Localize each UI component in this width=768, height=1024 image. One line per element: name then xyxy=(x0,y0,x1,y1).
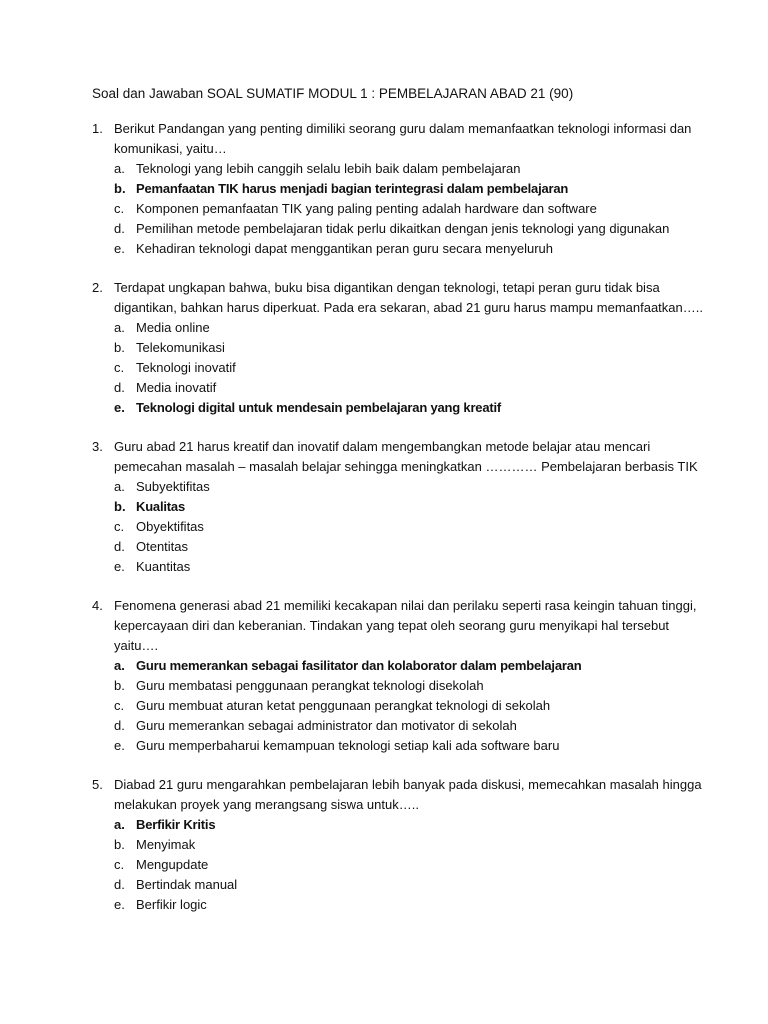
option-list xyxy=(114,477,728,577)
question-text: Diabad 21 guru mengarahkan pembelajaran lebih banyak pada diskusi, memecahkan masalah hingga melakukan proyek yang merangsang siswa untuk….. xyxy=(114,777,702,812)
option-2-d xyxy=(114,378,728,398)
option-letter: b. xyxy=(114,181,126,196)
option-1-e xyxy=(114,239,728,259)
option-3-e xyxy=(114,557,728,577)
document-title: Soal dan Jawaban SOAL SUMATIF MODUL 1 : PEMBELAJARAN ABAD 21 (90) xyxy=(92,86,574,101)
option-text: Mengupdate xyxy=(136,857,209,872)
option-text: Media online xyxy=(136,320,210,335)
option-text: Pemanfaatan TIK harus menjadi bagian terintegrasi dalam pembelajaran xyxy=(136,181,569,196)
question-text: Fenomena generasi abad 21 memiliki kecakapan nilai dan perilaku seperti rasa keingin tahuan tinggi, kepercayaan diri dan keberanian. Tindakan yang tepat oleh seorang guru menyikapi hal tersebut yaitu…. xyxy=(114,598,697,653)
option-letter: a. xyxy=(114,479,125,494)
option-letter: c. xyxy=(114,201,125,216)
option-2-b xyxy=(114,338,728,358)
option-letter: a. xyxy=(114,320,125,335)
option-text: Pemilihan metode pembelajaran tidak perlu dikaitkan dengan jenis teknologi yang digunakan xyxy=(136,221,670,236)
option-text: Guru memerankan sebagai administrator dan motivator di sekolah xyxy=(136,718,517,733)
option-text: Kehadiran teknologi dapat menggantikan peran guru secara menyeluruh xyxy=(136,241,554,256)
option-letter: d. xyxy=(114,539,125,554)
option-text: Subyektifitas xyxy=(136,479,210,494)
option-list xyxy=(114,159,728,259)
option-text: Teknologi inovatif xyxy=(136,360,236,375)
option-letter: d. xyxy=(114,221,125,236)
option-3-a xyxy=(114,477,728,497)
option-text: Berfikir Kritis xyxy=(136,817,216,832)
option-letter: e. xyxy=(114,400,125,415)
option-1-d xyxy=(114,219,728,239)
option-text: Kualitas xyxy=(136,499,185,514)
option-letter: e. xyxy=(114,738,125,753)
option-text: Bertindak manual xyxy=(136,877,238,892)
question-2 xyxy=(92,278,728,418)
option-5-e xyxy=(114,895,728,915)
question-number: 1. xyxy=(92,121,103,136)
option-list xyxy=(114,656,728,756)
option-letter: d. xyxy=(114,718,125,733)
option-letter: e. xyxy=(114,897,125,912)
option-letter: d. xyxy=(114,380,125,395)
option-text: Menyimak xyxy=(136,837,196,852)
option-5-d xyxy=(114,875,728,895)
option-letter: e. xyxy=(114,241,125,256)
option-4-e xyxy=(114,736,728,756)
option-letter: d. xyxy=(114,877,125,892)
option-letter: b. xyxy=(114,340,125,355)
option-text: Kuantitas xyxy=(136,559,191,574)
question-3 xyxy=(92,437,728,577)
option-text: Otentitas xyxy=(136,539,189,554)
option-3-b-answer xyxy=(114,497,728,517)
option-5-b xyxy=(114,835,728,855)
option-1-b-answer xyxy=(114,179,728,199)
option-4-d xyxy=(114,716,728,736)
option-text: Teknologi yang lebih canggih selalu lebih baik dalam pembelajaran xyxy=(136,161,521,176)
option-letter: b. xyxy=(114,499,126,514)
option-text: Guru memerankan sebagai fasilitator dan kolaborator dalam pembelajaran xyxy=(136,658,582,673)
question-5 xyxy=(92,775,728,915)
option-text: Guru membuat aturan ketat penggunaan perangkat teknologi di sekolah xyxy=(136,698,551,713)
option-text: Obyektifitas xyxy=(136,519,204,534)
question-text: Terdapat ungkapan bahwa, buku bisa digantikan dengan teknologi, tetapi peran guru tidak bisa digantikan, bahkan harus diperkuat. Pada era sekaran, abad 21 guru harus mampu memanfaatkan….. xyxy=(114,280,703,315)
option-list xyxy=(114,318,728,418)
option-4-a-answer xyxy=(114,656,728,676)
option-letter: a. xyxy=(114,658,125,673)
option-text: Media inovatif xyxy=(136,380,217,395)
option-letter: c. xyxy=(114,360,125,375)
option-2-a xyxy=(114,318,728,338)
question-text: Guru abad 21 harus kreatif dan inovatif dalam mengembangkan metode belajar atau mencari pemecahan masalah – masalah belajar sehingga meningkatkan ………… Pembelajaran berbasis TIK xyxy=(114,439,698,474)
option-3-d xyxy=(114,537,728,557)
question-4 xyxy=(92,596,728,756)
option-text: Guru memperbaharui kemampuan teknologi setiap kali ada software baru xyxy=(136,738,560,753)
option-letter: b. xyxy=(114,678,125,693)
option-3-c xyxy=(114,517,728,537)
option-letter: b. xyxy=(114,837,125,852)
question-1 xyxy=(92,119,728,259)
option-4-b xyxy=(114,676,728,696)
option-text: Teknologi digital untuk mendesain pembelajaran yang kreatif xyxy=(136,400,502,415)
option-text: Telekomunikasi xyxy=(136,340,225,355)
question-number: 3. xyxy=(92,439,103,454)
option-letter: a. xyxy=(114,817,125,832)
question-number: 2. xyxy=(92,280,103,295)
option-4-c xyxy=(114,696,728,716)
option-letter: a. xyxy=(114,161,125,176)
option-1-a xyxy=(114,159,728,179)
option-2-e-answer xyxy=(114,398,728,418)
option-2-c xyxy=(114,358,728,378)
option-list xyxy=(114,815,728,915)
option-5-c xyxy=(114,855,728,875)
option-5-a-answer xyxy=(114,815,728,835)
option-text: Komponen pemanfaatan TIK yang paling penting adalah hardware dan software xyxy=(136,201,597,216)
question-text: Berikut Pandangan yang penting dimiliki seorang guru dalam memanfaatkan teknologi informasi dan komunikasi, yaitu… xyxy=(114,121,692,156)
question-number: 4. xyxy=(92,598,103,613)
option-1-c xyxy=(114,199,728,219)
option-letter: c. xyxy=(114,519,125,534)
question-number: 5. xyxy=(92,777,103,792)
question-list xyxy=(92,119,728,915)
option-letter: c. xyxy=(114,698,125,713)
option-text: Berfikir logic xyxy=(136,897,207,912)
option-letter: e. xyxy=(114,559,125,574)
option-text: Guru membatasi penggunaan perangkat teknologi disekolah xyxy=(136,678,484,693)
option-letter: c. xyxy=(114,857,125,872)
